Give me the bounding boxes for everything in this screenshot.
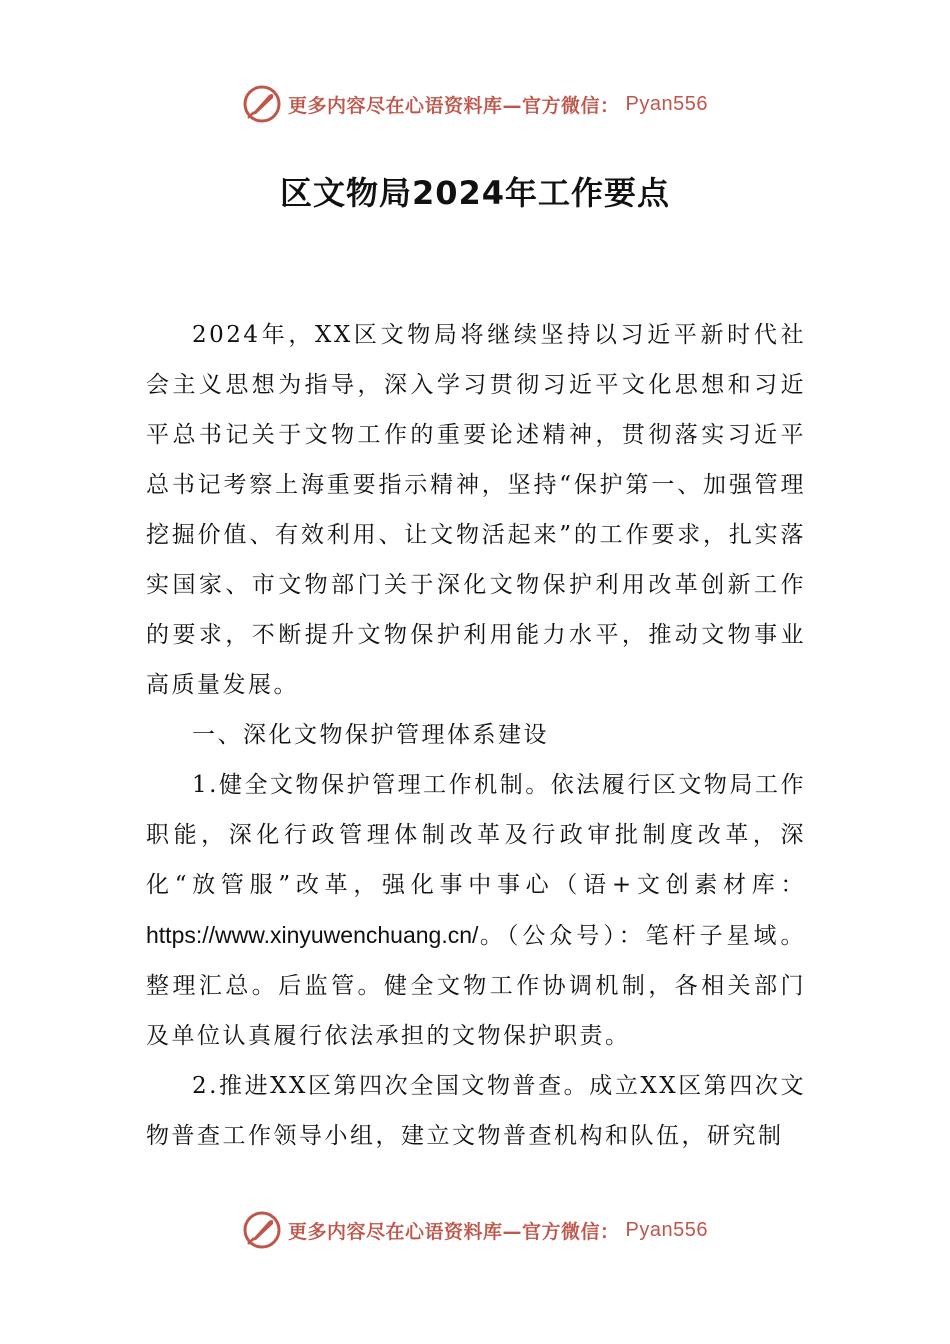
banner-wechat-id: Pyan556 — [625, 1218, 708, 1241]
section-heading: 一、深化文物保护管理体系建设 — [192, 722, 549, 748]
banner-text: 更多内容尽在心语资料库—官方微信： — [288, 1220, 620, 1243]
item1-text-part2: 。（公众号）：笔杆子星域。整理汇总。后监管。健全文物工作协调机制，各相关部门及单位认真履行依法承担的文物保护职责。 — [146, 923, 806, 1049]
quill-logo-icon — [242, 84, 282, 124]
banner-text: 更多内容尽在心语资料库—官方微信： — [288, 94, 620, 117]
quill-logo-icon — [242, 1210, 282, 1250]
item1-url: https://www.xinyuwenchuang.cn/ — [146, 922, 479, 948]
watermark-banner-top — [0, 84, 950, 124]
item-paragraph-2: 2.推进XX区第四次全国文物普查。成立XX区第四次文物普查工作领导小组，建立文物普查机构和队伍，研究制 — [146, 1073, 806, 1149]
banner-wechat-id: Pyan556 — [625, 92, 708, 115]
item1-text-part1: 1.健全文物保护管理工作机制。依法履行区文物局工作职能，深化行政管理体制改革及行政审批制度改革，深化“放管服”改革，强化事中事心（语+文创素材库： — [146, 772, 806, 898]
watermark-banner-bottom — [0, 1210, 950, 1250]
document-title: 区文物局2024年工作要点 — [279, 174, 671, 212]
document-body — [146, 310, 806, 1161]
intro-paragraph: 2024年，XX区文物局将继续坚持以习近平新时代社会主义思想为指导，深入学习贯彻习近平文化思想和习近平总书记关于文物工作的重要论述精神，贯彻落实习近平总书记考察上海重要指示精神，坚持“保护第一、加强管理挖掘价值、有效利用、让文物活起来”的工作要求，扎实落实国家、市文物部门关于深化文物保护利用改革创新工作的要求，不断提升文物保护利用能力水平，推动文物事业高质量发展。 — [146, 322, 806, 698]
item-paragraph-1 — [146, 760, 806, 1061]
